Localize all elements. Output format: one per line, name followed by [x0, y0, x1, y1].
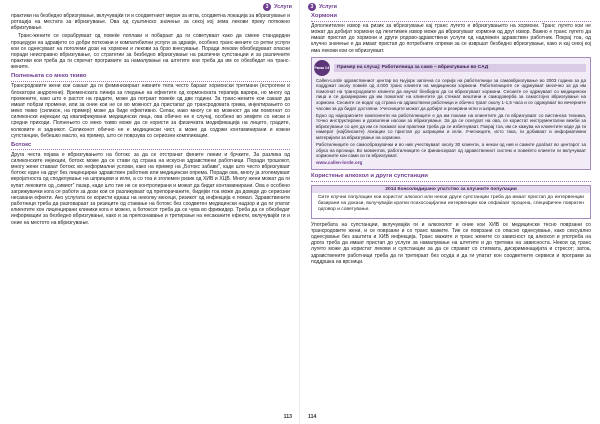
chapter-tab	[263, 3, 292, 11]
botox-paragraph: Друга честа појава е вбризгувањето на ботокс за да се отстранат фините линии и брчките. За разлика од силиконските инјекции, ботокс може да се стави од страна на искусни здравствени работници. Поради трошокот, многу жени ставаат ботокс во неформални услови, како на пример на „Ботокс забави“, каде што често вбризгуваат ботокс еден на друг без лиценциран здравствен работник или медицински опрема. Поради ова, многу ја зголемуваат веројатноста од споделување на шприцеви и игли, а со тоа и зголемен ризик од ХИВ и ХЦВ. Многу жени можат да ги купат лековите од „сивиот“ пазар, каде што тие не се контролирани и можат да бидат контаминирани. Ова е особено загрижувачки кога се работи за дози кои се разликуваат од препорачаните, бидејќи тоа може да доведе до сериозни несакани ефекти. Ако услугата се користи еднаш на неколку месеци, ризикот од инфекција е помал. Здравствените работници треба да разговараат за ризиците од ставање на ботокс без соодветен медицински надзор и да ги упатат клиентите кон лиценцирани клиники кога е можно, а ботоксот треба да се чува во фрижидер. Треба да се обезбедат информации за безбедно вбризгување, како и за препознавање и третирање на несаканите ефекти, вклучувајќи ги и оние на местото на вбризгување.	[11, 151, 290, 226]
case-study-link[interactable]: www.callen-lorde.org	[316, 160, 363, 166]
soft-tissue-paragraph: Трансродовите жени кои сакаат да ги феминизираат нивните тела често бараат хормонски третмани (естрогени и блокатори андрогени). Временската линија за гледање на ефектите од хормонската терапија варира, но многу од промените, како што е растот на градите, може да потраат повеќе од две години. За транс-жените кои сакаат да имаат побрзи промени, или за оние кои не се во можност да пристапат до трансродовата грижа, инјектирањето со меко ткиво (силикон, на пример) може да биде ефективно. Сепак, иако многу се во можност да им помогнат со силиконски инјекции од квалификувани медицински лица, ова обично не е случај, особено во земјите со ниски и средни приходи. Полнењето со меко ткиво може да се користи за физичката модификација на лицето, градите, колковите и задникот. Силиконот обично не е медицински чист, а може да содржи контаминирани и кожни супстанции, бебешко масло, на пример, што се поврзува со сериозни компликации.	[11, 83, 290, 139]
section-heading-botox: Ботокс	[11, 142, 290, 151]
case-study-paragraph: Работилниците се самообразувачки и во нив учествуваат околу 30 клиенти, а некои од нив и самите доаѓаат во центарот за обука на врсници. Во моментов, работилниците се финансираат од здравствениот систем и повеќето клиенти ги вклучуваат хормоните кои сами си ги вбризгуваат.	[316, 141, 586, 159]
chapter-tab	[308, 3, 337, 11]
case-study-title: Пример на случај: Работилница за само – вбризгување во САД	[334, 64, 586, 72]
chapter-number-badge: 3	[263, 3, 271, 11]
trans-paragraph: Транс-жените се охрабруваат од повеќе поплаки и побараат да ги советуваат како да смене стандардни процедури на здравјето со добри поткожни и компатибилни услуги за здравје, особено транс-жените со ретки услуги кои се однесуваат на поголеми дози на хормони и лекови за брзо внесување. Поради лекови обезбедуваат опасни поради неисправно вбризгување, со стратегии за безбедно вбризгување на различни супстанции и за различните практики кои треба да ги спречат програмите за намалување на штетите кои треба да им се обезбедат на транс-жените.	[11, 33, 290, 71]
guidance-title: 2014 Консолидирано упатство за клучните популации	[312, 186, 590, 193]
substances-paragraph: Употребата на супстанции, вклучувајќи ги и алкохолот и оние кои ХИВ се медицински тесно поврзани со трансродовите жени, и се поврзани и со транс мажите. Тие се поврзани со опасно однесување, како сексуално однесување без заштита и ХИВ инфекција. Транс мажите и транс жените со зависност од алкохол и употреба на дрога треба да имаат пристап до услуги за намалување на штетите и до третман на зависноста. Некои од транс лугето може да користат лекови и супстанции за да се справат со стигмата, дискриминацијата и стресот; затоа, здравствените работници треба да ги третираат без осуда и да ги упатат кон соодветните сервиси и програми за поддршка на врсници.	[311, 221, 591, 265]
case-study-header	[316, 60, 586, 76]
section-heading-substances: Користење алкохол и други супстанции	[311, 173, 591, 182]
hormones-paragraph: Дополнителен извор на ризик за вбризгување кај транс лугето е вбризгувањето на хормони. Транс лугето кои не можат да добијат хормони од легитимен извор може да вбризгуваат хормони од друг извор. Важно е транс лугето да имаат пристап до хормони и други родово-здравствени услуги од надлежен здравствен работник. Покрај тоа, од клучно значење е да имаат пристап до потребните опреми за се извршат безбедно вбризгување, како и кај секој кој има лекови кои се вбризгуваат.	[311, 23, 591, 54]
guidance-box	[311, 185, 591, 219]
guidance-text: Сите клучни популации кои користат алкохол или некои други супстанции треба да имаат пристап до интервенции базирани на докази, вклучувајќи кратки психосоцијални интервенции кои опфаќаат процена, специфичен повратен одговор и советување.	[318, 194, 584, 212]
intro-paragraph: практики на безбедно вбризгување, вклучувајќи ги и соодветниот мерач за игла, соодветна локација за вбризгување и ротација на местата за вбризгување. Ова од суштинско значење за секој кој зема лекови преку поткожно вбризгување.	[11, 13, 290, 32]
case-study-paragraph: Callen-Lorde здравствениот центар во Њујорк започна со серија на работилници за самовбризгување во 2003 година за да поддржат околу повеќе од 4.000 транс клиенти на медицински хормони. Работилниците се одржуваат месечно за да им помогнат на трансродовите клиенти да научат безбедно да си вбризгуваат хормони. Сесиите се одржуваат со медицински лица и се дизајнирани да им помогнат на клиентите да стекнат вештини и самодоверба за самостојно вбризгување на хормони. Сесиите се водат од страна на здравствени работници и обично траат околу 1-1,5 часа и се одржуваат во вечерните часови за да бидат достапни. Учесниците можат да добијат и резервни игли и шприцеви.	[316, 77, 586, 111]
section-heading-soft-tissue: Полнењата со меко ткиво	[11, 73, 290, 82]
chapter-label: Услуги	[319, 4, 337, 10]
page-number: 113	[283, 414, 292, 420]
section-heading-hormones: Хормони	[311, 13, 591, 22]
chapter-label: Услуги	[274, 4, 292, 10]
chapter-number-badge: 3	[308, 3, 316, 11]
page-number: 114	[308, 414, 317, 420]
case-study-paragraph: Едно од најкорисните компоненти на работилниците е да им покаже на клиентите да ги вбризгуваат со вистинска техника, точно инструктирани и дозволени насоки за вбризгување. За да се осигурат на ова, се користат инструментални вежби за вбризгување со цел да им се покажат кои практики треба да се избегнуваат. Покрај тоа, им се кажува на клиентите каде да ги намерат (најблиските) локации со пристап до шприцеви и игли. Учесниците, исто така, ги добиваат и информативни материјали за вбризгување на хормони.	[316, 112, 586, 140]
right-page	[300, 0, 600, 424]
case-study-box	[311, 57, 591, 170]
case-study-badge: Рамка 3.6	[314, 60, 330, 76]
